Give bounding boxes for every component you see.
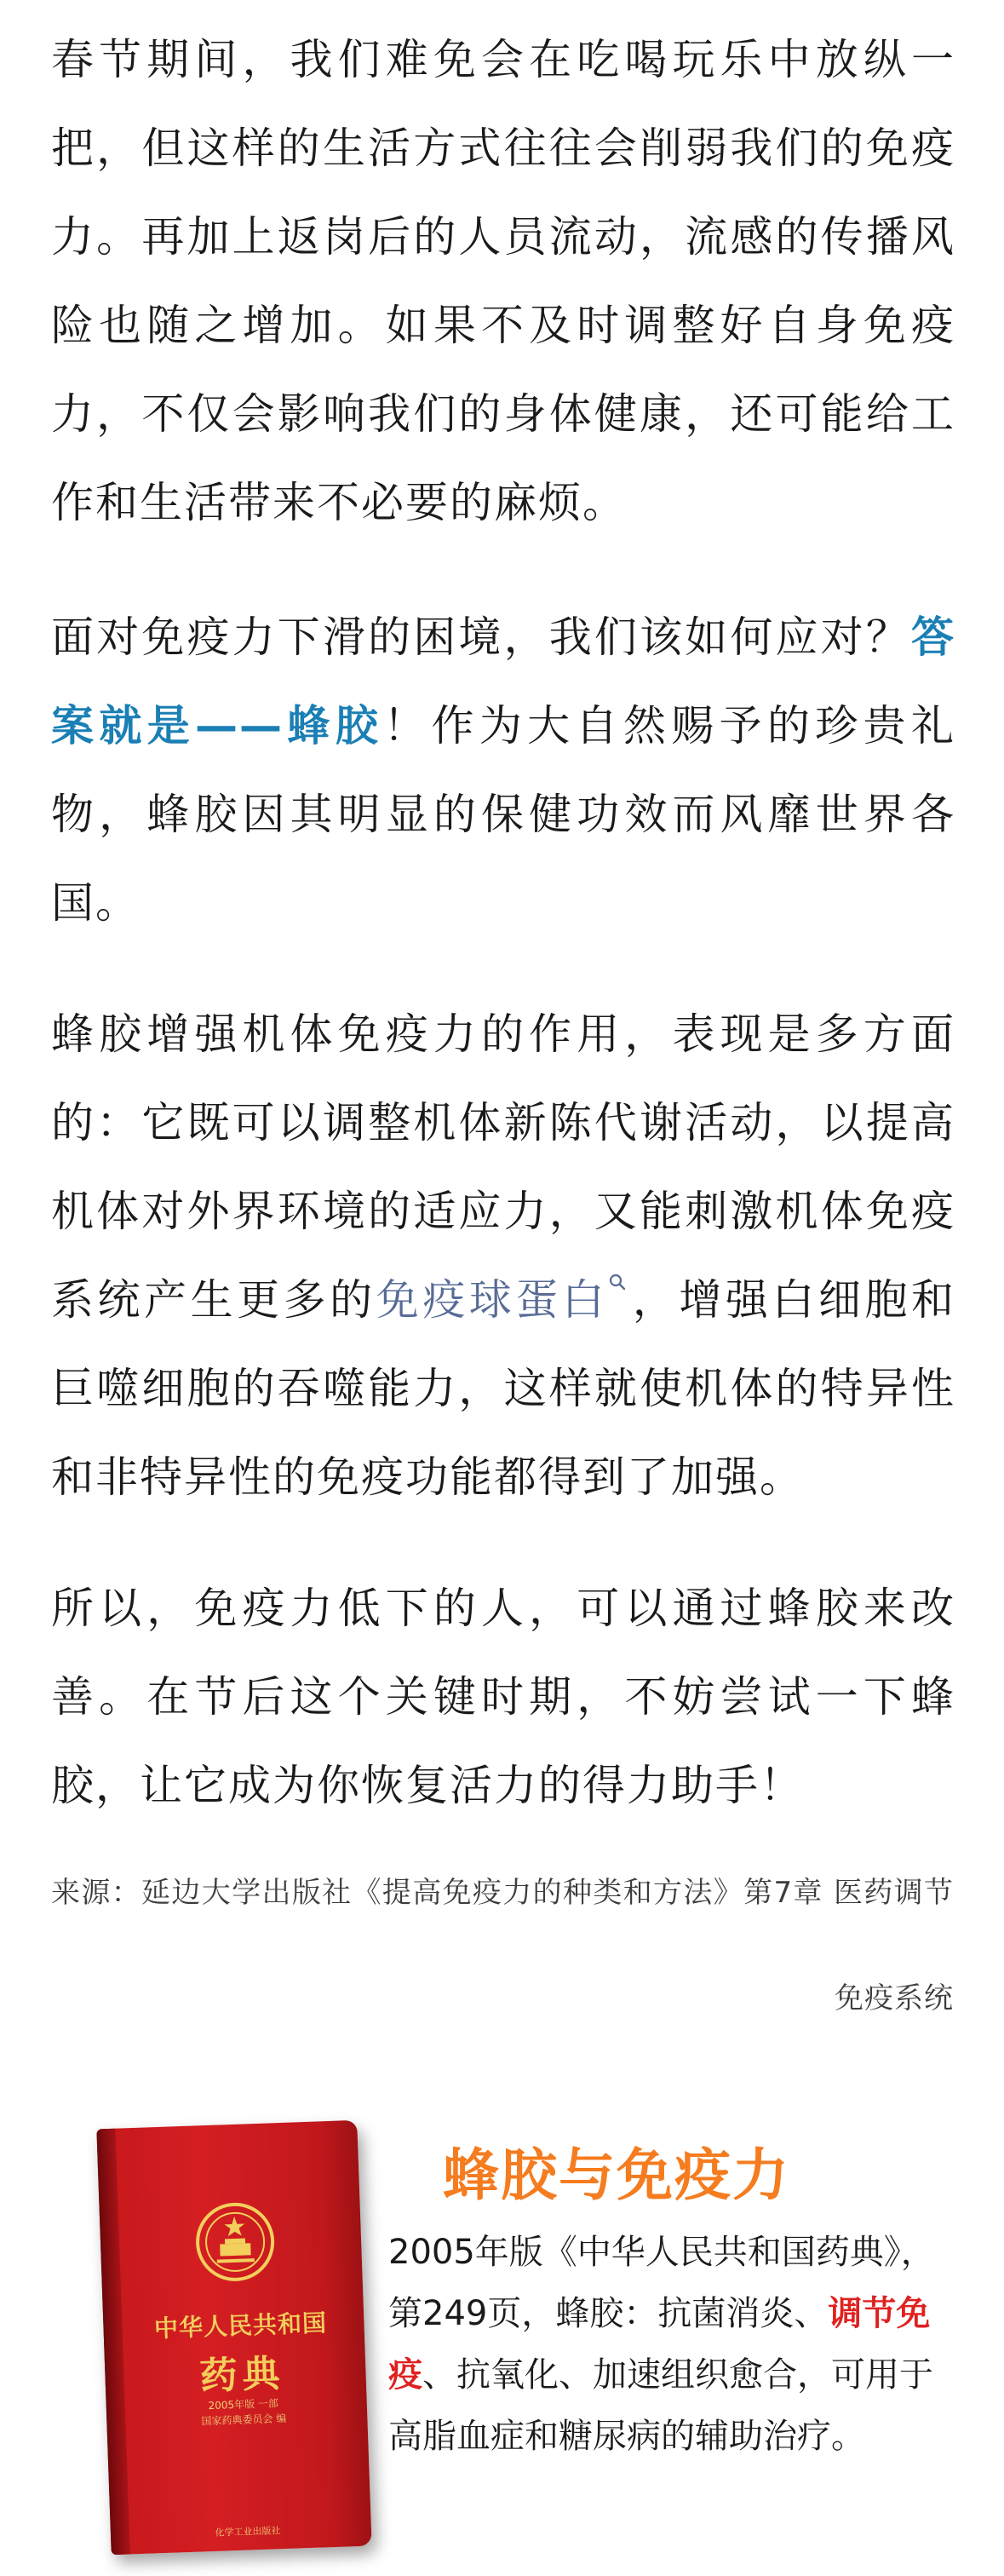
book-publisher: 化学工业出版社: [215, 2525, 281, 2539]
source-citation: 来源：延边大学出版社《提高免疫力的种类和方法》第7章 医药调节免疫系统: [51, 1876, 954, 2015]
paragraph-1-text: 春节期间，我们难免会在吃喝玩乐中放纵一把，但这样的生活方式往往会削弱我们的免疫力。再加上返岗后的人员流动，流感的传播风险也随之增加。如果不及时调整好自身免疫力，不仅会影响我们的身体健康，还可能给工作和生活带来不必要的麻烦。: [51, 35, 955, 527]
paragraph-3-text-a: 蜂胶增强机体免疫力的作用，表现是多方面的：它既可以调整机体新陈代谢活动，以提高机体对外界环境的适应力，又能刺激机体免疫系统产生更多的: [51, 1009, 955, 1325]
paragraph-2-text-b: ！作为大自然赐予的珍贵礼物，蜂胶因其明显的保健功效而风靡世界各国。: [51, 701, 956, 928]
national-emblem-icon: [192, 2199, 277, 2284]
article-body: [51, 15, 955, 1872]
paragraph-3-text-b: ，增强白细胞和巨噬细胞的吞噬能力，这样就使机体的特异性和非特异性的免疫功能都得到了加强。: [51, 1275, 956, 1502]
paragraph-4-text: 所以，免疫力低下的人，可以通过蜂胶来改善。在节后这个关键时期，不妨尝试一下蜂胶，让它成为你恢复活力的得力助手！: [51, 1584, 955, 1810]
paragraph-4: [51, 1564, 955, 1830]
figure-red-highlight: 调节免疫: [388, 2294, 931, 2395]
paragraph-3: [51, 990, 955, 1521]
figure-text-a: 2005年版《中华人民共和国药典》，第249页，蜂胶：抗菌消炎、: [388, 2233, 935, 2333]
book-edition: 2005年版 一部: [208, 2397, 279, 2412]
paragraph-2-text-a: 面对免疫力下滑的困境，我们该如何应对？: [51, 612, 911, 662]
book-spine: [96, 2129, 129, 2555]
figure-text-b: 、抗氧化、加速组织愈合，可用于高脂血症和糖尿病的辅助治疗。: [388, 2355, 933, 2456]
book-editor: 国家药典委员会 编: [201, 2412, 287, 2428]
answer-highlight: 答案就是——蜂胶: [51, 612, 955, 750]
pharmacopoeia-book-image: [96, 2120, 371, 2555]
book-title-line2: 药典: [198, 2351, 286, 2399]
paragraph-1: [51, 15, 955, 547]
figure-title: 蜂胶与免疫力: [443, 2142, 790, 2208]
pharmacopoeia-figure: [51, 2096, 971, 2573]
paragraph-2: [51, 593, 955, 947]
search-icon[interactable]: [608, 1273, 627, 1297]
immunoglobulin-keyword-link[interactable]: 免疫球蛋白: [376, 1275, 609, 1325]
book-title-line1: 中华人民共和国: [153, 2309, 328, 2343]
figure-description: [388, 2222, 959, 2467]
